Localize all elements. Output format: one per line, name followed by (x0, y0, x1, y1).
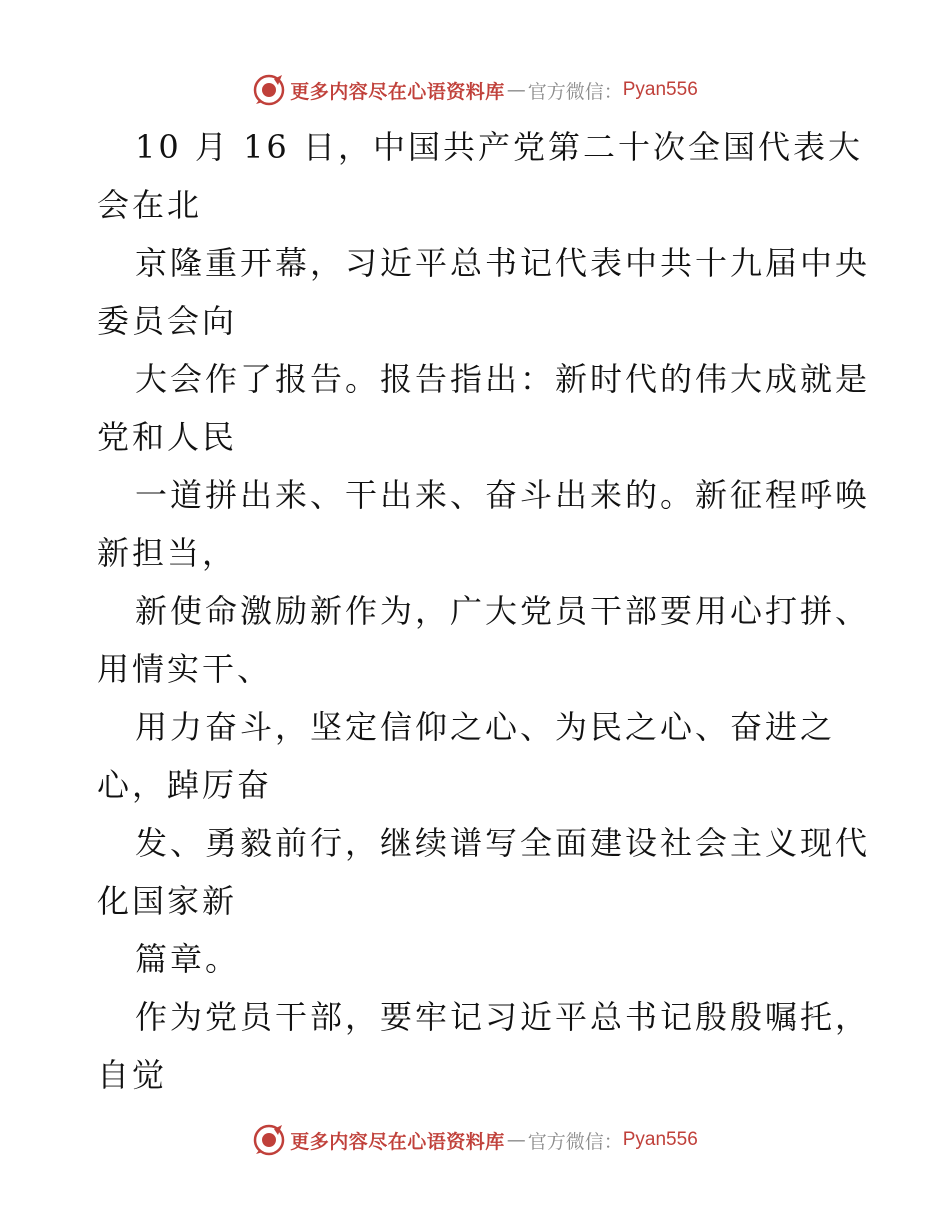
text-line: 会在北 (97, 186, 203, 224)
document-body (97, 118, 871, 1104)
brand-text: 更多内容尽在心语资料库 (290, 1130, 505, 1153)
text-line: 作为党员干部，要牢记习近平总书记殷殷嘱托， (135, 998, 871, 1036)
separator: — (506, 79, 526, 101)
separator: — (506, 1129, 526, 1151)
text-line: 委员会向 (97, 302, 238, 340)
text-line: 心，踔厉奋 (97, 766, 273, 804)
text-line: 10 月 16 日，中国共产党第二十次全国代表大 (135, 128, 863, 166)
wechat-label: 官方微信： (527, 1130, 623, 1153)
logo-icon (252, 1123, 286, 1157)
wechat-id: Pyan556 (622, 79, 698, 100)
text-line: 新担当， (97, 534, 238, 572)
logo-icon (252, 73, 286, 107)
text-line: 大会作了报告。报告指出：新时代的伟大成就是 (135, 360, 871, 398)
brand-text: 更多内容尽在心语资料库 (290, 80, 505, 103)
text-line: 一道拼出来、干出来、奋斗出来的。新征程呼唤 (135, 476, 871, 514)
text-line: 京隆重开幕，习近平总书记代表中共十九届中央 (135, 244, 871, 282)
text-line: 党和人民 (97, 418, 238, 456)
text-line: 新使命激励新作为，广大党员干部要用心打拼、 (135, 592, 871, 630)
text-line: 发、勇毅前行，继续谱写全面建设社会主义现代 (135, 824, 871, 862)
text-line: 用力奋斗，坚定信仰之心、为民之心、奋进之 (135, 708, 836, 746)
header-banner (0, 70, 950, 110)
wechat-label: 官方微信： (527, 80, 623, 103)
text-line: 化国家新 (97, 882, 238, 920)
footer-banner (0, 1120, 950, 1160)
text-line: 自觉 (97, 1056, 168, 1094)
text-line: 篇章。 (135, 940, 241, 978)
text-line: 用情实干、 (97, 650, 273, 688)
wechat-id: Pyan556 (622, 1129, 698, 1150)
